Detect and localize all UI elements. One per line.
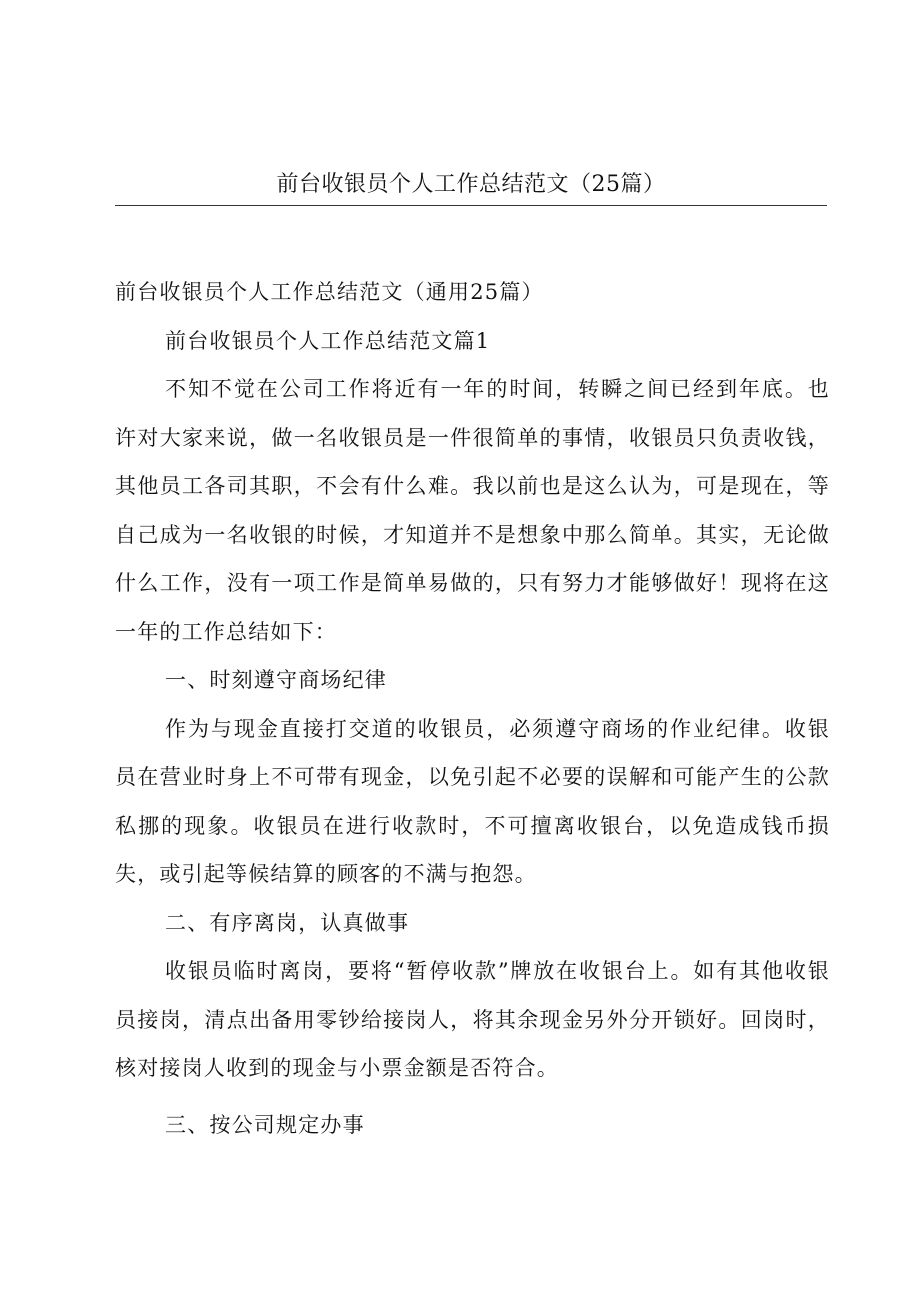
- paragraph-leave-post: 收银员临时离岗，要将“暂停收款”牌放在收银台上。如有其他收银员接岗，清点出备用零钞给接岗人，将其余现金另外分开锁好。回岗时，核对接岗人收到的现金与小票金额是否符合。: [115, 959, 830, 1080]
- heading-discipline: 一、时刻遵守商场纪律: [165, 668, 387, 692]
- paragraph-intro: 不知不觉在公司工作将近有一年的时间，转瞬之间已经到年底。也许对大家来说，做一名收银员是一件很简单的事情，收银员只负责收钱，其他员工各司其职，不会有什么难。我以前也是这么认为，可是现在，等自己成为一名收银的时候，才知道并不是想象中那么简单。其实，无论做什么工作，没有一项工作是简单易做的，只有努力才能够做好！现将在这一年的工作总结如下：: [115, 377, 830, 644]
- document-title: 前台收银员个人工作总结范文（25篇）: [276, 172, 666, 197]
- heading-leave-post: 二、有序离岗，认真做事: [165, 910, 410, 935]
- document-subtitle: 前台收银员个人工作总结范文（通用25篇）: [115, 280, 544, 304]
- paragraph-discipline: 作为与现金直接打交道的收银员，必须遵守商场的作业纪律。收银员在营业时身上不可带有现金，以免引起不必要的误解和可能产生的公款私挪的现象。收银员在进行收款时，不可擅离收银台，以免造成钱币损失，或引起等候结算的顾客的不满与抱怨。: [115, 716, 830, 886]
- heading-company-rules: 三、按公司规定办事: [165, 1112, 365, 1137]
- document-body: [115, 268, 830, 1149]
- title-underline: [115, 205, 827, 206]
- section-title: 前台收银员个人工作总结范文篇1: [165, 328, 491, 353]
